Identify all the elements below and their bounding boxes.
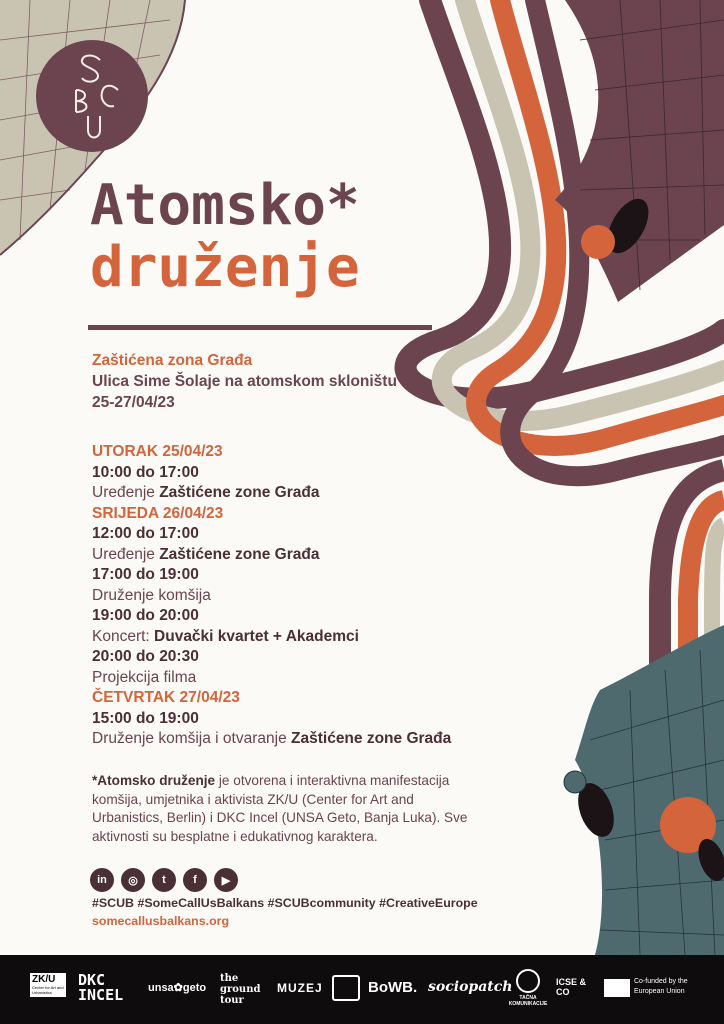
social-links — [90, 868, 238, 892]
dkc-logo-line2: INCEL — [78, 986, 124, 1004]
event-desc — [92, 545, 451, 566]
linkedin-icon[interactable]: in — [90, 868, 114, 892]
sponsor-footer — [0, 955, 724, 1024]
event-time: 12:00 do 17:00 — [92, 525, 199, 542]
event-desc-text: Uređenje — [92, 484, 160, 501]
scub-logo-mark — [36, 40, 148, 152]
zku-logo — [30, 973, 66, 997]
event-desc-bold: Zaštićene zone Građa — [159, 484, 320, 501]
tk-circle-icon — [516, 969, 540, 993]
event-desc: Projekcija filma — [92, 668, 197, 686]
day-label: ČETVRTAK 27/04/23 — [92, 689, 240, 706]
title-divider — [88, 325, 432, 330]
twitter-icon[interactable]: t — [152, 868, 176, 892]
event-desc-bold: Zaštićene zone Građa — [159, 545, 320, 563]
event-title — [90, 173, 360, 300]
title-line1: Atomsko* — [90, 173, 360, 238]
note-bold: *Atomsko druženje — [92, 773, 216, 788]
day-label: SRIJEDA 26/04/23 — [92, 504, 224, 522]
title-line2: druženje — [90, 235, 360, 300]
event-note — [92, 772, 472, 846]
venue-block — [92, 350, 397, 413]
unsa-geto-logo: unsa✿geto — [148, 982, 207, 994]
dkc-logo — [78, 973, 123, 1003]
tacna-komunikacije-logo — [505, 969, 551, 1007]
event-desc — [92, 627, 451, 648]
event-desc — [92, 483, 451, 504]
event-desc-text: Koncert: — [92, 627, 155, 645]
event-desc: Druženje komšija — [92, 586, 211, 604]
event-time: 17:00 do 19:00 — [92, 566, 199, 583]
youtube-icon[interactable]: ▶ — [214, 868, 238, 892]
bowb-logo: BoWB. — [368, 979, 418, 996]
venue-zone: Zaštićena zona Građa — [92, 352, 253, 369]
facebook-icon[interactable]: f — [183, 868, 207, 892]
event-desc-bold: Duvački kvartet + Akademci — [154, 627, 359, 645]
website-link[interactable]: somecallusbalkans.org — [92, 914, 230, 928]
tk-label: TAČNA KOMUNIKACIJE — [508, 995, 548, 1007]
event-time: 10:00 do 17:00 — [92, 463, 199, 481]
hashtags: #SCUB #SomeCallUsBalkans #SCUBcommunity #CreativeEurope — [92, 896, 478, 910]
venue-dates: 25-27/04/23 — [92, 394, 175, 411]
sociopatch-logo: sociopatch — [428, 979, 513, 995]
bottom-right-grid-shape — [564, 625, 724, 955]
house-icon — [332, 975, 360, 1001]
day-label: UTORAK 25/04/23 — [92, 443, 223, 460]
event-desc-text: Uređenje — [92, 545, 160, 563]
event-desc-bold: Zaštićene zone Građa — [291, 730, 452, 747]
event-desc — [92, 729, 451, 750]
eu-flag-icon — [604, 979, 630, 997]
event-time: 15:00 do 19:00 — [92, 709, 199, 727]
zku-logo-sub: Center for Art and Urbanistics — [32, 985, 64, 995]
zku-logo-text: ZK/U — [32, 974, 56, 985]
eu-cofunded-label: Co-funded by the European Union — [634, 978, 688, 995]
venue-street: Ulica Sime Šolaje na atomskom skloništu — [92, 373, 397, 390]
event-desc-text: Druženje komšija i otvaranje — [92, 730, 292, 747]
icse-logo: ICSE & CO — [556, 977, 587, 997]
event-time: 19:00 do 20:00 — [92, 607, 199, 624]
event-time: 20:00 do 20:30 — [92, 648, 199, 665]
instagram-icon[interactable]: ◎ — [121, 868, 145, 892]
muzej-logo: MUZEJ — [277, 981, 323, 995]
ground-tour-logo: the ground tour — [220, 973, 261, 1006]
scub-logo — [36, 40, 148, 152]
schedule — [92, 442, 451, 750]
dkc-logo-line1: DKC — [78, 971, 106, 989]
note-text: je otvorena i interaktivna manifestacija komšija, umjetnika i aktivista ZK/U (Center for Art and Urbanistics, Berlin) i DKC Incel (UNSA Geto, Banja Luka). Sve aktivnosti su besplatne i edukativnog karaktera. — [92, 773, 468, 844]
